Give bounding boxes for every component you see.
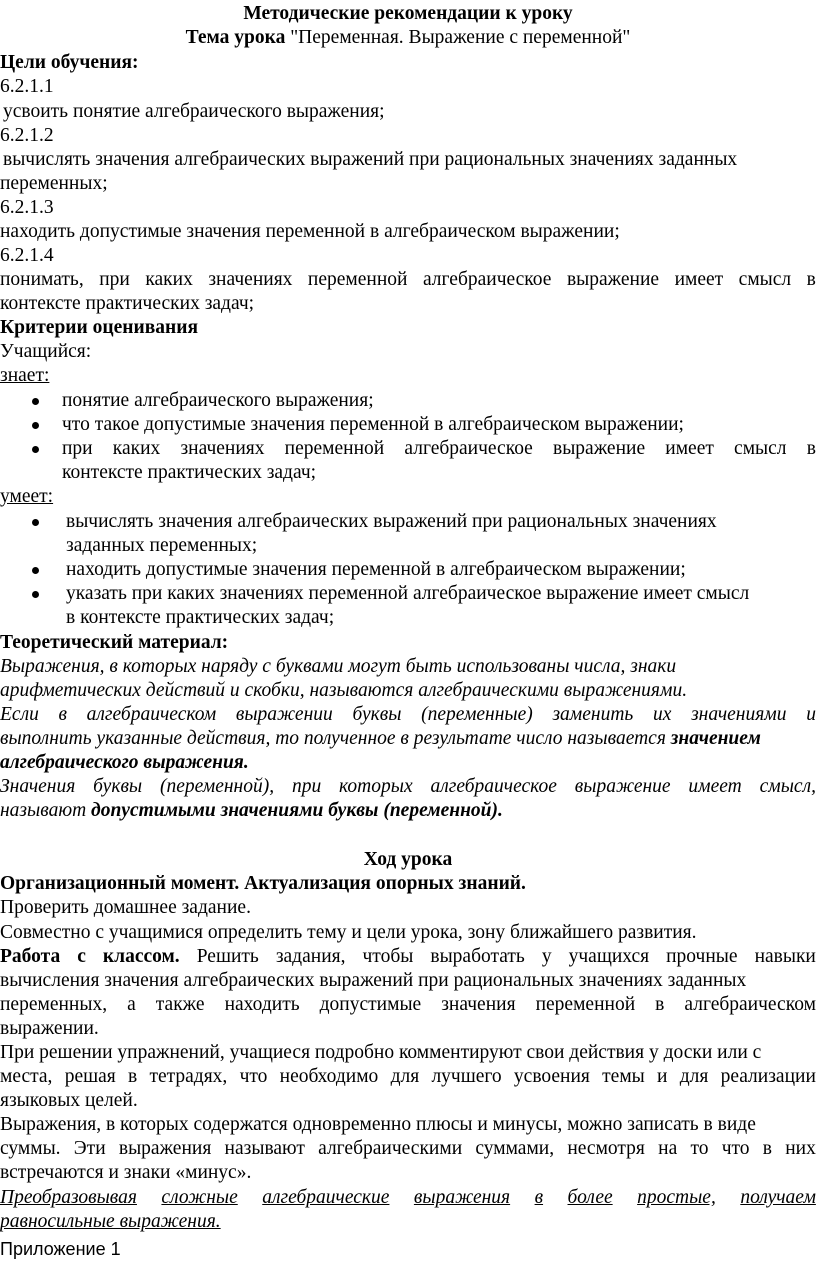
criteria-heading: Критерии оценивания [0,317,199,338]
lesson-text: При решении упражнений, учащиеся подробно комментируют свои действия у доски или с [0,1042,762,1063]
can-item: вычислять значения алгебраических выражений при рациональных значениях [66,511,717,532]
goal-text: усвоить понятие алгебраического выражения; [3,101,385,122]
lesson-text: выражении. [0,1018,99,1039]
lesson-text: Выражения, в которых содержатся одновременно плюсы и минусы, можно записать в виде [0,1114,756,1135]
document-title: Методические рекомендации к уроку [243,3,573,24]
knows-item: контексте практических задач; [62,462,317,483]
can-item: находить допустимые значения переменной в алгебраическом выражении; [66,559,686,580]
lesson-text-justified: переменных, а также находить допустимые значения переменной в алгебраическом [0,994,816,1015]
bullet-icon [32,567,39,574]
student-label: Учащийся: [0,341,92,362]
theory-heading: Теоретический материал: [0,632,229,653]
goal-text: контексте практических задач; [0,293,255,314]
lesson-text: Совместно с учащимися определить тему и цели урока, зону ближайшего развития. [0,922,697,943]
goals-heading: Цели обучения: [0,52,139,73]
goal-text-justified: понимать, при каких значениях переменной алгебраическое выражение имеет смысл в [0,269,816,290]
topic-label: Тема урока [185,27,286,48]
theory-text-justified: Если в алгебраическом выражении буквы (переменные) заменить их значениями и [0,704,816,725]
lesson-text: вычисления значения алгебраических выражений при рациональных значениях заданных [0,970,747,991]
transform-text-justified: Преобразовывая сложные алгебраические выражения в более простые, получаем [0,1187,816,1208]
bullet-icon [32,398,39,405]
goal-code: 6.2.1.3 [0,197,54,218]
theory-text-justified: Значения буквы (переменной), при которых алгебраическое выражение имеет смысл, [0,776,816,797]
bullet-icon [32,519,39,526]
topic-value: "Переменная. Выражение с переменной" [285,27,631,48]
appendix-label: Приложение 1 [0,1239,121,1259]
lesson-text: Проверить домашнее задание. [0,897,251,918]
bullet-icon [32,422,39,429]
can-label: умеет: [0,486,54,507]
goal-text: находить допустимые значения переменной в алгебраическом выражении; [0,221,620,242]
lesson-text-justified: места, решая в тетрадях, что необходимо для лучшего усвоения темы и для реализации [0,1066,816,1087]
class-work-justified: Работа с классом. Решить задания, чтобы выработать у учащихся прочные навыки [0,946,816,967]
theory-text: Выражения, в которых наряду с буквами могут быть использованы числа, знаки [0,656,677,677]
can-item: указать при каких значениях переменной алгебраическое выражение имеет смысл [66,583,750,604]
goal-code: 6.2.1.2 [0,125,54,146]
knows-label: знает: [0,365,50,386]
lesson-text: языковых целей. [0,1090,138,1111]
bullet-icon [32,591,39,598]
goal-text: вычислять значения алгебраических выражений при рациональных значениях заданных [3,149,738,170]
goal-text: переменных; [0,173,108,194]
lesson-text: встречаются и знаки «минус». [0,1162,252,1183]
lesson-heading: Ход урока [363,849,453,870]
theory-text: выполнить указанные действия, то полученное в результате число называется значением [0,728,761,749]
org-heading: Организационный момент. Актуализация опорных знаний. [0,873,526,894]
bullet-icon [32,446,39,453]
goal-code: 6.2.1.4 [0,245,54,266]
theory-text: называют допустимыми значениями буквы (переменной). [0,800,503,821]
lesson-text-justified: суммы. Эти выражения называют алгебраическими суммами, несмотря на то что в них [0,1138,816,1159]
transform-text: равносильные выражения. [0,1211,221,1232]
theory-text: арифметических действий и скобки, называются алгебраическими выражениями. [0,680,688,701]
knows-item: что такое допустимые значения переменной в алгебраическом выражении; [62,414,684,435]
goal-code: 6.2.1.1 [0,76,54,97]
knows-item: понятие алгебраического выражения; [62,390,374,411]
can-item: заданных переменных; [66,535,258,556]
knows-item-justified: при каких значениях переменной алгебраическое выражение имеет смысл в [62,438,816,459]
theory-text: алгебраического выражения. [0,752,249,773]
can-item: в контексте практических задач; [66,607,335,628]
lesson-topic [0,28,816,48]
